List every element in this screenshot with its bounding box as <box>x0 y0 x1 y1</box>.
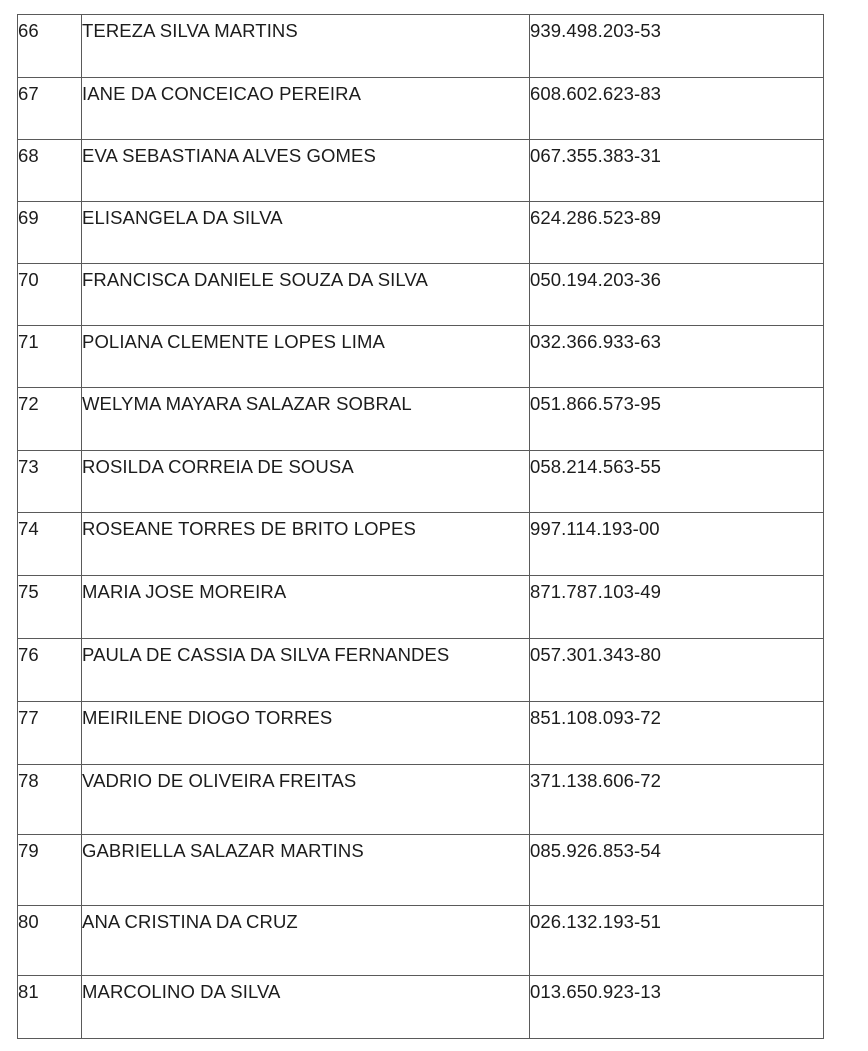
cpf-number: 058.214.563-55 <box>530 451 824 513</box>
person-name: ANA CRISTINA DA CRUZ <box>82 906 530 976</box>
row-number: 68 <box>18 140 82 202</box>
table-row <box>18 15 824 78</box>
person-name: IANE DA CONCEICAO PEREIRA <box>82 78 530 140</box>
row-number: 66 <box>18 15 82 78</box>
row-number: 78 <box>18 765 82 835</box>
table-row <box>18 976 824 1039</box>
row-number: 73 <box>18 451 82 513</box>
table-row <box>18 388 824 451</box>
table-row <box>18 513 824 576</box>
row-number: 80 <box>18 906 82 976</box>
row-number: 67 <box>18 78 82 140</box>
person-name: MARIA JOSE MOREIRA <box>82 576 530 639</box>
cpf-number: 013.650.923-13 <box>530 976 824 1039</box>
row-number: 75 <box>18 576 82 639</box>
cpf-number: 871.787.103-49 <box>530 576 824 639</box>
cpf-number: 051.866.573-95 <box>530 388 824 451</box>
cpf-number: 851.108.093-72 <box>530 702 824 765</box>
table-row <box>18 702 824 765</box>
row-number: 77 <box>18 702 82 765</box>
cpf-number: 067.355.383-31 <box>530 140 824 202</box>
table-row <box>18 202 824 264</box>
row-number: 71 <box>18 326 82 388</box>
table-row <box>18 451 824 513</box>
roster-table-body <box>18 15 824 1039</box>
row-number: 79 <box>18 835 82 906</box>
person-name: TEREZA SILVA MARTINS <box>82 15 530 78</box>
person-name: POLIANA CLEMENTE LOPES LIMA <box>82 326 530 388</box>
table-row <box>18 78 824 140</box>
cpf-number: 371.138.606-72 <box>530 765 824 835</box>
row-number: 74 <box>18 513 82 576</box>
table-row <box>18 264 824 326</box>
row-number: 72 <box>18 388 82 451</box>
table-row <box>18 835 824 906</box>
table-row <box>18 639 824 702</box>
cpf-number: 939.498.203-53 <box>530 15 824 78</box>
person-name: VADRIO DE OLIVEIRA FREITAS <box>82 765 530 835</box>
cpf-number: 057.301.343-80 <box>530 639 824 702</box>
person-name: EVA SEBASTIANA ALVES GOMES <box>82 140 530 202</box>
cpf-number: 050.194.203-36 <box>530 264 824 326</box>
row-number: 70 <box>18 264 82 326</box>
table-row <box>18 906 824 976</box>
person-name: ROSEANE TORRES DE BRITO LOPES <box>82 513 530 576</box>
roster-table <box>17 14 824 1039</box>
table-row <box>18 326 824 388</box>
row-number: 76 <box>18 639 82 702</box>
person-name: ELISANGELA DA SILVA <box>82 202 530 264</box>
person-name: MARCOLINO DA SILVA <box>82 976 530 1039</box>
person-name: GABRIELLA SALAZAR MARTINS <box>82 835 530 906</box>
person-name: WELYMA MAYARA SALAZAR SOBRAL <box>82 388 530 451</box>
table-row <box>18 765 824 835</box>
row-number: 69 <box>18 202 82 264</box>
person-name: FRANCISCA DANIELE SOUZA DA SILVA <box>82 264 530 326</box>
cpf-number: 026.132.193-51 <box>530 906 824 976</box>
cpf-number: 085.926.853-54 <box>530 835 824 906</box>
table-row <box>18 140 824 202</box>
cpf-number: 032.366.933-63 <box>530 326 824 388</box>
cpf-number: 608.602.623-83 <box>530 78 824 140</box>
row-number: 81 <box>18 976 82 1039</box>
person-name: MEIRILENE DIOGO TORRES <box>82 702 530 765</box>
person-name: ROSILDA CORREIA DE SOUSA <box>82 451 530 513</box>
table-row <box>18 576 824 639</box>
cpf-number: 624.286.523-89 <box>530 202 824 264</box>
person-name: PAULA DE CASSIA DA SILVA FERNANDES <box>82 639 530 702</box>
cpf-number: 997.114.193-00 <box>530 513 824 576</box>
